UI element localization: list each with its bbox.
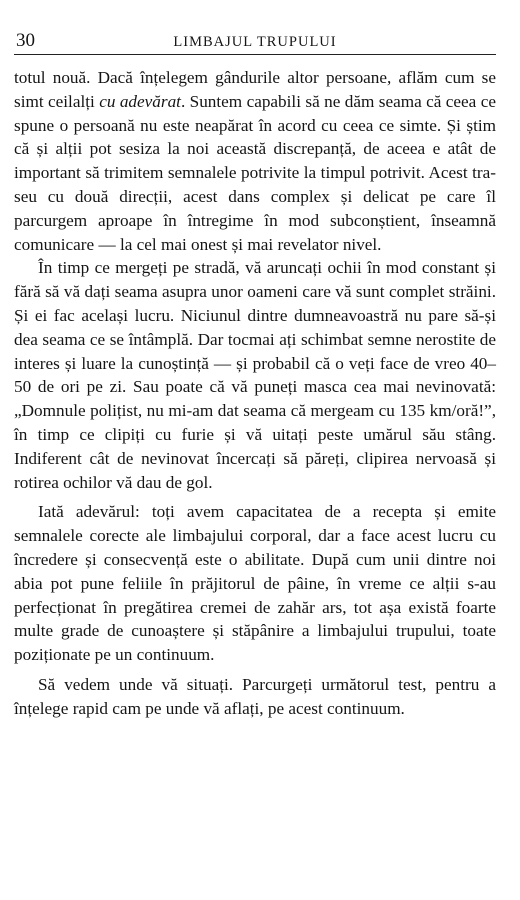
paragraph-street-glances: În timp ce mergeți pe stradă, vă aruncați ochii în mod constant și fără să vă dați seama asupra unor oameni care vă sunt complet străini. Și ei fac același lucru. Niciunul dintre dumneavoastră nu pare să-și dea seama ce se întâmplă. Dar tocmai ați schimbat semne nerostite de interes și luare la cunoștință — și probabil că o veți face de vreo 40–50 de ori pe zi. Sau poate că vă puneți masca cea mai nevinovată: „Domnule polițist, nu mi-am dat seama că mergeam cu 135 km/oră!”, în timp ce clipiți cu furie și vă uitați peste umărul său stâng. Indiferent cât de nevinovat încercați să păreți, clipirea nervoasă și rotirea ochilor vă dau de gol.	[14, 258, 496, 492]
paragraph-text: totul nouă. Dacă înțelegem gândurile altor persoane, aflăm cum se simt ceilalți	[14, 68, 496, 111]
running-title: LIMBAJUL TRUPULUI	[173, 34, 337, 50]
page-body	[14, 66, 496, 721]
paragraph-test-introduction: Să vedem unde vă situați. Parcurgeți următorul test, pentru a înțelege rapid cam pe unde vă aflați, pe acest continuum.	[14, 674, 496, 718]
page-header	[14, 30, 496, 55]
italic-emphasis: cu adevărat	[99, 91, 181, 111]
paragraph-body-language-skill: Iată adevărul: toți avem capacitatea de a recepta și emite semnalele corecte ale limbajului corporal, dar a face acest lucru cu încredere și consecvență este o abilitate. După cum unii dintre noi abia pot pune feliile în prăjitorul de pâine, în vreme ce alții s-au perfecționat în pregătirea cremei de zahăr ars, tot așa există foarte multe grade de cunoaștere și stăpânire a limbajului trupului, toate poziționate pe un continuum.	[14, 502, 496, 665]
paragraph-continuation	[14, 66, 496, 256]
page-number: 30	[16, 30, 35, 51]
paragraph-text: . Suntem capabili să ne dăm seama că ceea ce spune o persoană nu este neapărat în acord cu ceea ce simte. Și știm că și alții pot sesiza la noi această discrepanță, de aceea e atât de important să trimitem semnalele potrivite la timpul potrivit. Acest traseu cu două direcții, acest dans complex și delicat pe care îl parcurgem aproape în întregime în mod subconștient, înseamnă comunicare — la cel mai onest și mai revelator nivel.	[14, 91, 496, 254]
